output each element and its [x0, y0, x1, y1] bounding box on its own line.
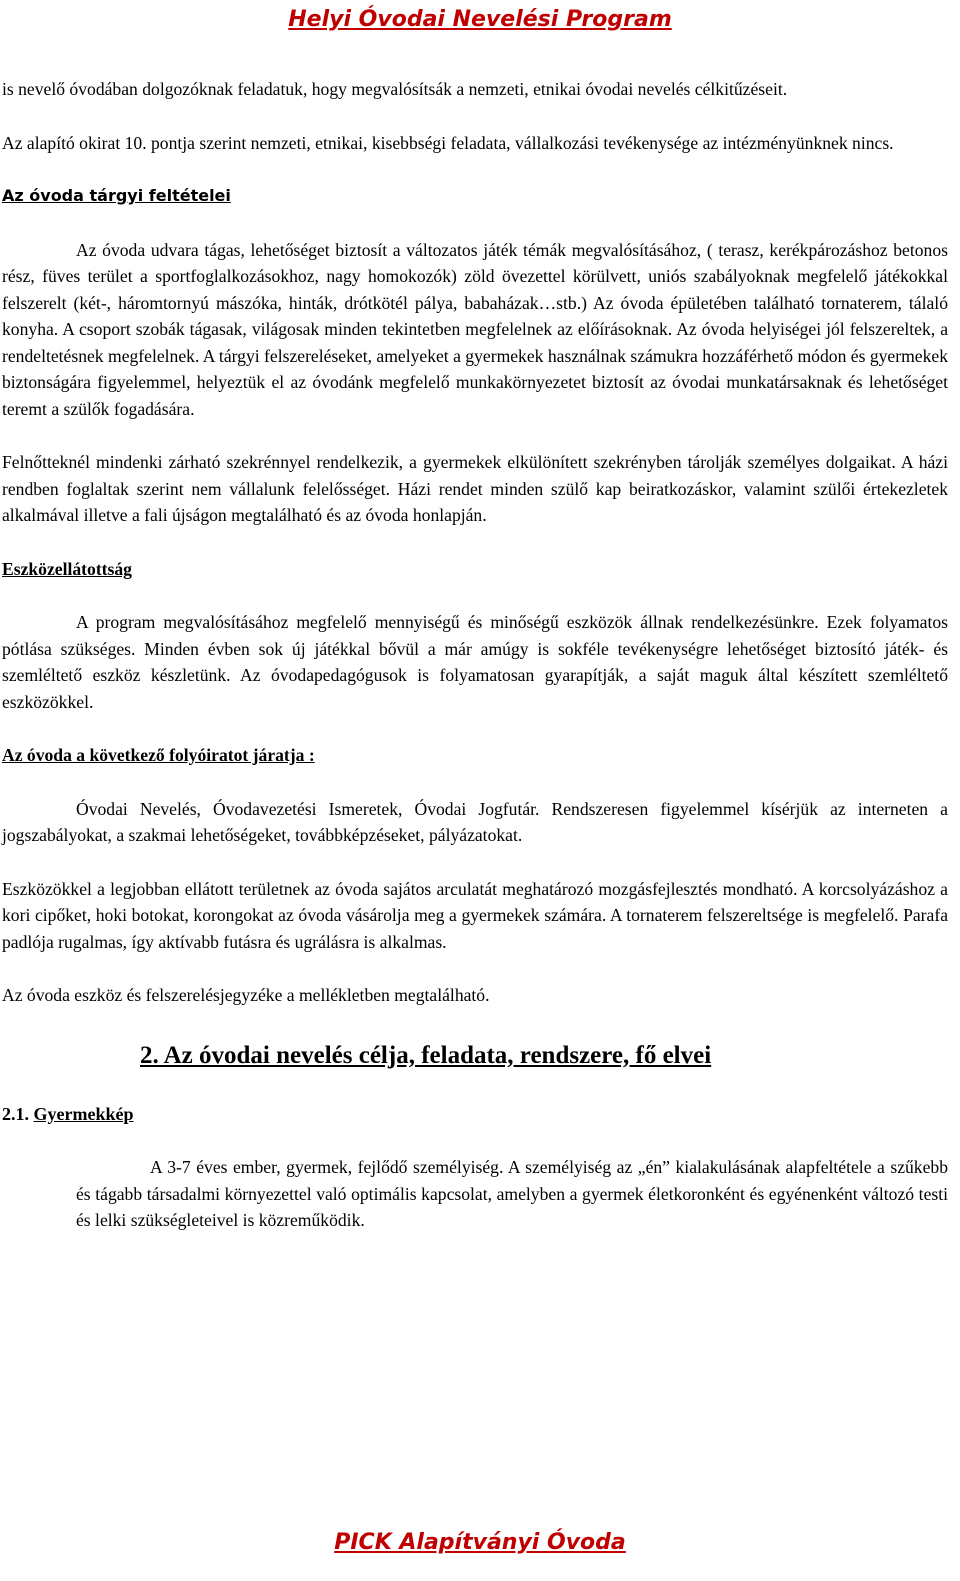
paragraph-founding-deed: Az alapító okirat 10. pontja szerint nemzeti, etnikai, kisebbségi feladata, vállalkozási tevékenysége az intézményünknek nincs. [2, 132, 894, 153]
section-heading-material-conditions: Az óvoda tárgyi feltételei [2, 186, 231, 205]
section-heading-periodicals: Az óvoda a következő folyóiratot járatja : [2, 745, 315, 765]
paragraph-material-conditions: Az óvoda udvara tágas, lehetőséget biztosít a változatos játék témák megvalósításához, ( terasz, kerékpározáshoz betonos rész, füves terület a sportfoglalkozásokhoz, nagy homokozók) zöld övezettel körülvett, uniós szabályoknak megfelelő játékokkal felszerelt (két-, háromtornyú mászóka, hinták, drótkötél pálya, babaházak…stb.) Az óvoda épületében található tornaterem, tálaló konyha. A csoport szobák tágasak, világosak minden tekintetben megfelelnek az előírásoknak. Az óvoda helyiségei jól felszereltek, a rendeltetésnek megfelelnek. A tárgyi felszereléseket, amelyeket a gyermekek használnak számukra hozzáférhető módon és gyermekek biztonságára figyelemmel, helyeztük el az óvodánk megfelelő munkakörnyezetet biztosít az óvodai munkatársaknak és lehetőséget teremt a szülők fogadására. [2, 239, 948, 419]
paragraph-periodicals: Óvodai Nevelés, Óvodavezetési Ismeretek, Óvodai Jogfutár. Rendszeresen figyelemmel kísérjük az interneten a jogszabályokat, a szakmai lehetőségeket, továbbképzéseket, pályázatokat. [2, 798, 948, 845]
spacer [2, 715, 948, 742]
spacer [2, 1073, 948, 1101]
paragraph-movement: Eszközökkel a legjobban ellátott területnek az óvoda sajátos arculatát meghatározó mozgásfejlesztés mondható. A korcsolyázáshoz a kori cipőket, hoki botokat, korongokat az óvoda vásárolja meg a gyermekek számára. A tornaterem felszereltsége is megfelelő. Parafa padlója rugalmas, így aktívabb futásra és ugrálásra is alkalmas. [2, 878, 948, 952]
spacer [2, 582, 948, 609]
subsection-title: Gyermekkép [33, 1103, 134, 1124]
spacer [2, 769, 948, 796]
spacer [2, 529, 948, 556]
running-footer: PICK Alapítványi Óvoda [334, 1530, 626, 1555]
spacer [2, 1127, 948, 1154]
paragraph-lockers: Felnőtteknél mindenki zárható szekrénnyel rendelkezik, a gyermekek elkülönített szekrényben tárolják személyes dolgaikat. A házi rendben foglaltak szerint nem vállalunk felelősséget. Házi rendet minden szülő kap beiratkozáskor, valamint szülői értekezletek alkalmával illetve a fali újságon megtalálható és az óvoda honlapján. [2, 452, 948, 525]
spacer [2, 955, 948, 982]
subsection-heading [2, 1101, 948, 1128]
indented-block [2, 1154, 948, 1234]
running-header: Helyi Óvodai Nevelési Program [288, 7, 672, 32]
spacer [2, 103, 948, 130]
spacer [2, 210, 948, 237]
section-heading-equipment: Eszközellátottság [2, 558, 132, 579]
spacer [2, 1009, 948, 1039]
spacer [2, 422, 948, 449]
spacer [2, 849, 948, 876]
paragraph-child-image: A 3-7 éves ember, gyermek, fejlődő személyiség. A személyiség az „én” kialakulásának alapfeltétele a szűkebb és tágabb társadalmi környezettel való optimális kapcsolat, amelyben a gyermek életkoronként és egyénenként változó testi és lelki szükségleteivel is közreműködik. [76, 1157, 948, 1230]
paragraph-equipment: A program megvalósításához megfelelő mennyiségű és minőségű eszközök állnak rendelkezésünkre. Ezek folyamatos pótlása szükséges. Minden évben sok új játékkal bővül a már amúgy is sokféle tevékenységre lehetőséget biztosító játék- és szemléltető eszköz készletünk. Az óvodapedagógusok is folyamatosan gyarapítják, a saját maguk által készített szemléltető eszközökkel. [2, 612, 948, 712]
page-content [2, 76, 948, 1234]
subsection-number: 2.1. [2, 1103, 29, 1124]
paragraph-continuation: is nevelő óvodában dolgozóknak feladatuk, hogy megvalósítsák a nemzeti, etnikai óvodai nevelés célkitűzéseit. [2, 79, 788, 99]
spacer [2, 156, 948, 183]
chapter-heading: 2. Az óvodai nevelés célja, feladata, rendszere, fő elvei [140, 1041, 712, 1069]
paragraph-inventory: Az óvoda eszköz és felszerelésjegyzéke a mellékletben megtalálható. [2, 985, 490, 1005]
